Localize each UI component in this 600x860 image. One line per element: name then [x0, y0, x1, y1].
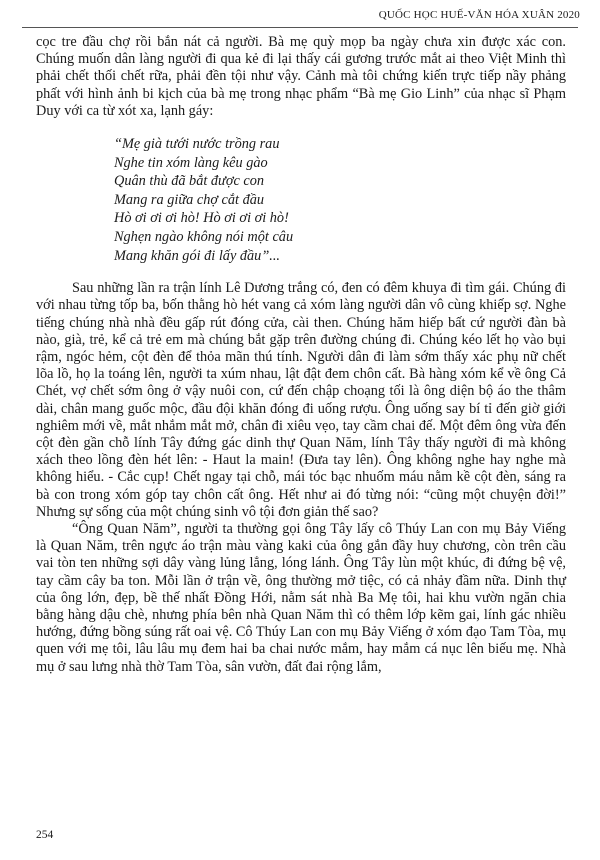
paragraph-legionnaires: Sau những lần ra trận lính Lê Dương trắng có, đen có đêm khuya đi tìm gái. Chúng đi với nhau từng tốp ba, bốn thằng hò hét vang cả xóm làng người dân vô cùng khiếp sợ. Nghe tiếng chúng nhà nhà đều gấp rút đóng cửa, cài then. Chúng hăm hiếp bất cứ người đàn bà nào, già, trẻ, kể cả trẻ em mà chúng bắt gặp trên đường chúng đi. Chúng kéo lết họ vào bụi rậm, ngóc hẻm, cột đèn để thỏa mãn thú tính. Người dân đi làm sớm thấy xác phụ nữ chết lõa lồ, họ la toáng lên, người ta xúm nhau, lật đật đem chôn cất. Bà hàng xóm kể về ông Cả Chét, vợ chết sớm ông ở vậy nuôi con, cứ đến chập choạng tối là ông diện bộ áo the thâm dài, chân mang guốc mộc, đầu đội khăn đóng đi uống rượu. Ông uống say bí tỉ đến giờ giới nghiêm mới về, mắt nhắm mắt mở, chân đi xiêu vẹo, tay cầm chai đế. Một đêm ông vừa đến cột đèn gần chỗ lính Tây đứng gác dinh thự Quan Năm, lính Tây thấy người đi mà không xách theo lồng đèn hét lên: - Haut la main! (Đưa tay lên). Ông không nghe hay nghe mà không hiểu. - Cắc cụp! Chết ngay tại chỗ, mái tóc bạc nhuốm máu nằm kề cột đèn, sáng ra bà con trong xóm góp tay chôn cất ông. Hết như ai đó từng nói: “cũng một chuyện đời!” Nhưng sự sống của một chúng sinh vô tội đơn giản thế sao? [36, 280, 566, 520]
poem-line: “Mẹ già tưới nước trồng rau [114, 136, 280, 153]
page-body [36, 34, 566, 676]
paragraph-continuation: cọc tre đầu chợ rồi bắn nát cả người. Bà mẹ quỳ mọp ba ngày chưa xin được xác con. Chúng muốn dân làng người đi qua kẻ đi lại thấy cái gương trước mắt ai theo Việt Minh thì phải chết thối chết rữa, phải đền tội như vậy. Cảnh mà tôi chứng kiến trực tiếp nầy phảng phất với hình ảnh bi kịch của bà mẹ trong nhạc phẩm “Bà mẹ Gio Linh” của nhạc sĩ Phạm Duy với ca từ xót xa, lạnh gáy: [36, 34, 566, 119]
poem-line: Mang ra giữa chợ cắt đầu [114, 191, 265, 208]
paragraph-quan-nam: “Ông Quan Năm”, người ta thường gọi ông Tây lấy cô Thúy Lan con mụ Bảy Viếng là Quan Năm, trên ngực áo trận màu vàng kaki của ông gắn đầy huy chương, còn trên cầu vai tòn ten những sợi dây vàng lủng lẳng, lóng lánh. Ông Tây lùn một khúc, đi đứng bệ vệ, tay cầm cây ba ton. Mỗi lần ở trận về, ông thường mở tiệc, có cả nhảy đầm nữa. Dinh thự của ông lớn, đẹp, bề thế nhất Đồng Hới, nằm sát nhà Ba Mẹ tôi, hai khu vườn ngăn chia bằng hàng dậu chè, nhưng phía bên nhà Quan Năm thì có thêm lớp kẽm gai, lính gác nhiều hướng, đứng bồng súng rất oai vệ. Cô Thúy Lan con mụ Bảy Viếng ở xóm đạo Tam Tòa, mụ quen với mẹ tôi, lâu lâu mụ đem hai ba chai nước mắm, hay mắm cá nục lên biếu mẹ. Nhà mụ ở sau lưng nhà thờ Tam Tòa, sân vườn, đất đai rộng lắm, [36, 521, 566, 675]
header-rule [22, 27, 578, 28]
poem-line: Nghe tin xóm làng kêu gào [114, 154, 268, 171]
song-lyrics-quote [114, 135, 566, 265]
poem-line: Mang khăn gói đi lấy đầu”... [114, 247, 280, 264]
running-header: QUỐC HỌC HUẾ-VĂN HÓA XUÂN 2020 [378, 9, 580, 21]
poem-line: Hò ơi ơi ơi hò! Hò ơi ơi ơi hò! [114, 210, 289, 227]
poem-line: Quân thù đã bắt được con [114, 173, 265, 190]
page-number: 254 [36, 829, 54, 841]
poem-line: Nghẹn ngào không nói một câu [114, 228, 294, 245]
